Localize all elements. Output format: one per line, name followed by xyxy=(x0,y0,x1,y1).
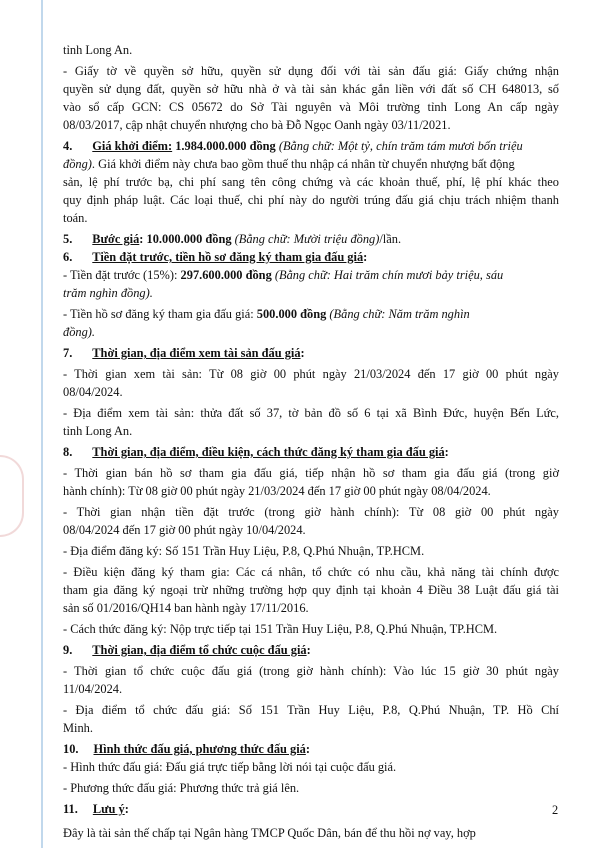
text-line: tham gia đăng ký ngoại trừ những trường hợp quy định tại khoản 4 Điều 38 Luật đấu giá tài xyxy=(63,583,559,597)
text-line: 08/03/2017, cập nhật chuyển nhượng cho bà Đỗ Ngọc Oanh ngày 03/11/2021. xyxy=(63,118,451,132)
section-title: Bước giá xyxy=(92,232,140,246)
page-number: 2 xyxy=(552,803,559,817)
text-line: - Hình thức đấu giá: Đấu giá trực tiếp bằng lời nói tại cuộc đấu giá. xyxy=(63,760,397,774)
section-title: Thời gian, địa điểm, điều kiện, cách thức đăng ký tham gia đấu giá xyxy=(92,445,445,459)
text-line: 08/04/2024. xyxy=(63,385,123,399)
text-span: 500.000 đồng xyxy=(256,307,327,321)
text-span: (Bằng chữ: Hai trăm chín mươi bảy triệu, sáu xyxy=(271,268,504,282)
text-line: tỉnh Long An. xyxy=(63,424,133,438)
text-span: /lần. xyxy=(379,232,402,246)
section-number: 8. xyxy=(63,445,73,459)
text-line: quy định pháp luật. Các loại thuế, chi phí này do người trúng đấu giá chịu trách nhiệm thanh xyxy=(63,193,559,207)
section-number: 6. xyxy=(63,250,73,264)
text-line: đồng). xyxy=(63,325,96,339)
text-span: : xyxy=(444,445,449,459)
text-line: tỉnh Long An. xyxy=(63,43,133,57)
section-number: 11. xyxy=(63,802,78,816)
text-line: - Phương thức đấu giá: Phương thức trả giá lên. xyxy=(63,781,300,795)
text-line: - Điều kiện đăng ký tham gia: Các cá nhân, tổ chức có nhu cầu, khả năng tài chính được xyxy=(63,565,559,579)
section-title: Thời gian, địa điểm xem tài sản đấu giá xyxy=(92,346,301,360)
section-heading-5 xyxy=(63,232,559,247)
text-line: quyền sử dụng đất, quyền sở hữu nhà ở và tài sản khác gắn liền với đất số CH 648013, số xyxy=(63,82,559,96)
text-span: : xyxy=(306,643,311,657)
text-span: 297.600.000 đồng xyxy=(180,268,272,282)
section-title: Giá khởi điểm: xyxy=(92,139,173,153)
text-line: 11/04/2024. xyxy=(63,682,123,696)
text-line xyxy=(63,307,559,322)
text-span: (Bằng chữ: Mười triệu đồng) xyxy=(231,232,380,246)
section-title: Lưu ý xyxy=(92,802,125,816)
text-span: (Bằng chữ: Năm trăm nghìn xyxy=(326,307,470,321)
text-line: sản, lệ phí trước bạ, chi phí sang tên công chứng và các khoản thuế, phí, lệ phí khác theo xyxy=(63,175,559,189)
section-heading-8 xyxy=(63,445,559,460)
text-span: : xyxy=(124,802,129,816)
section-heading-6 xyxy=(63,250,559,265)
text-line: Đây là tài sản thế chấp tại Ngân hàng TMCP Quốc Dân, bán để thu hồi nợ vay, hợp xyxy=(63,826,476,840)
text-line: - Thời gian nhận tiền đặt trước (trong giờ hành chính): Từ 08 giờ 00 phút ngày xyxy=(63,505,559,519)
section-heading-9 xyxy=(63,643,559,658)
text-line: sản số 01/2016/QH14 ban hành ngày 17/11/2016. xyxy=(63,601,309,615)
text-line: - Địa điểm xem tài sản: thửa đất số 37, tờ bản đồ số 6 tại xã Bình Đức, huyện Bến Lức, xyxy=(63,406,559,420)
text-line xyxy=(63,268,559,283)
text-line: - Thời gian tổ chức cuộc đấu giá (trong giờ hành chính): Vào lúc 15 giờ 30 phút ngày xyxy=(63,664,559,678)
text-line: - Giấy tờ về quyền sở hữu, quyền sử dụng đối với tài sản đấu giá: Giấy chứng nhận xyxy=(63,64,559,78)
text-line: - Địa điểm đăng ký: Số 151 Trần Huy Liệu, P.8, Q.Phú Nhuận, TP.HCM. xyxy=(63,544,425,558)
section-heading-4 xyxy=(63,139,559,154)
text-span: - Tiền đặt trước (15%): xyxy=(63,268,181,282)
text-span: . Giá khởi điểm này chưa bao gồm thuế thu nhập cá nhân từ chuyển nhượng bất động xyxy=(91,157,515,171)
text-line: 08/04/2024 đến 17 giờ 00 phút ngày 10/04/2024. xyxy=(63,523,306,537)
section-number: 7. xyxy=(63,346,73,360)
section-title: Tiền đặt trước, tiền hồ sơ đăng ký tham gia đấu giá xyxy=(92,250,364,264)
section-heading-10 xyxy=(63,742,559,757)
text-span: : xyxy=(300,346,305,360)
text-line: - Cách thức đăng ký: Nộp trực tiếp tại 151 Trần Huy Liệu, P.8, Q.Phú Nhuận, TP.HCM. xyxy=(63,622,498,636)
text-line: Minh. xyxy=(63,721,93,735)
text-line: - Địa điểm tổ chức đấu giá: Số 151 Trần Huy Liệu, P.8, Q.Phú Nhuận, TP. Hồ Chí xyxy=(63,703,559,717)
section-number: 9. xyxy=(63,643,73,657)
text-span: - Tiền hồ sơ đăng ký tham gia đấu giá: xyxy=(63,307,257,321)
section-heading-11 xyxy=(63,802,559,817)
text-span: : xyxy=(363,250,368,264)
text-line: trăm nghìn đồng). xyxy=(63,286,153,300)
text-span: 1.984.000.000 đồng xyxy=(172,139,276,153)
text-line: vào sổ cấp GCN: CS 05672 do Sở Tài nguyên và Môi trường tỉnh Long An cấp ngày xyxy=(63,100,559,114)
text-line: - Thời gian xem tài sản: Từ 08 giờ 00 phút ngày 21/03/2024 đến 17 giờ 00 phút ngày xyxy=(63,367,559,381)
section-number: 10. xyxy=(63,742,79,756)
section-title: Thời gian, địa điểm tổ chức cuộc đấu giá xyxy=(92,643,307,657)
text-line: - Thời gian bán hồ sơ tham gia đấu giá, tiếp nhận hồ sơ tham gia đấu giá (trong giờ xyxy=(63,466,559,480)
text-line: hành chính): Từ 08 giờ 00 phút ngày 21/03/2024 đến 17 giờ 00 phút ngày 08/04/2024. xyxy=(63,484,491,498)
text-span: (Bằng chữ: Một tỷ, chín trăm tám mươi bốn triệu xyxy=(275,139,523,153)
section-title: Hình thức đấu giá, phương thức đấu giá xyxy=(93,742,306,756)
text-line: toán. xyxy=(63,211,88,225)
text-span: đồng) xyxy=(63,157,92,171)
section-number: 5. xyxy=(63,232,73,246)
text-span: : xyxy=(305,742,310,756)
section-heading-7 xyxy=(63,346,559,361)
text-span: : 10.000.000 đồng xyxy=(139,232,232,246)
text-line xyxy=(63,157,559,172)
section-number: 4. xyxy=(63,139,73,153)
